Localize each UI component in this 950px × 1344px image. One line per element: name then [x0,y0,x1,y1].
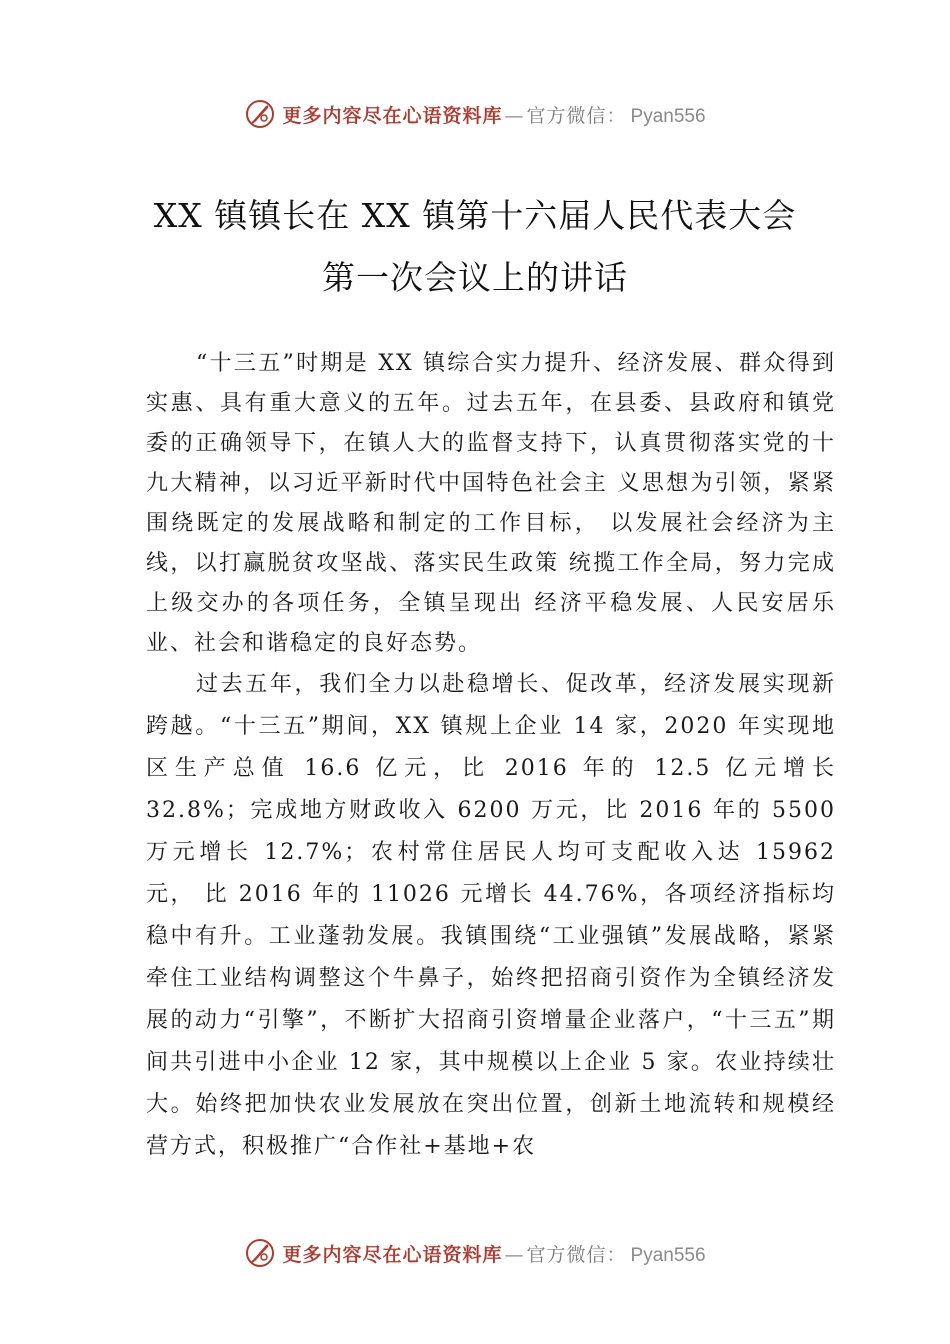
banner-slogan: 更多内容尽在心语资料库 [282,104,503,127]
banner-colon: ： [606,104,627,127]
banner-wechat-handle: Pyan556 [630,1244,706,1266]
banner-wechat-label: 官方微信 [526,104,607,127]
quill-logo-icon [244,98,276,130]
footer-banner [0,1233,950,1273]
header-banner [0,94,950,134]
banner-colon: ： [606,1243,627,1266]
banner-slogan: 更多内容尽在心语资料库 [282,1243,503,1266]
footer-banner-text [282,1240,705,1267]
banner-separator: — [504,1243,525,1266]
banner-wechat-handle: Pyan556 [630,105,706,127]
banner-wechat-label: 官方微信 [526,1243,607,1266]
document-title-line-2: 第一次会议上的讲话 [322,258,628,297]
paragraph-1: “十三五”时期是 XX 镇综合实力提升、经济发展、群众得到实惠、具有重大意义的五年。过去五年，在县委、县政府和镇党委的正确领导下，在镇人大的监督支持下，认真贯彻落实党的十九大精神，以习近平新时代中国特色社会主 义思想为引领，紧紧围绕既定的发展战略和制定的工作目标， 以发展社会经济为主线，以打赢脱贫攻坚战、落实民生政策 统揽工作全局，努力完成上级交办的各项任务，全镇呈现出 经济平稳发展、人民安居乐业、社会和谐稳定的良好态势。 [146,351,836,656]
banner-separator: — [504,104,525,127]
quill-logo-icon [244,1237,276,1269]
document-title-line-1: XX 镇镇长在 XX 镇第十六届人民代表大会 [153,196,797,235]
paragraph-2: 过去五年，我们全力以赴稳增长、促改革，经济发展实现新跨越。“十三五”期间，XX 镇规上企业 14 家，2020 年实现地区生产总值 16.6 亿元，比 2016 年的 12.5 亿元增长 32.8%；完成地方财政收入 6200 万元，比 2016 年的 5500 万元增长 12.7%；农村常住居民人均可支配收入达 15962 元， 比 2016 年的 11026 元增长 44.76%，各项经济指标均稳中有升。工业蓬勃发展。我镇围绕“工业强镇”发展战略，紧紧牵住工业结构调整这个牛鼻子，始终把招商引资作为全镇经济发展的动力“引擎”，不断扩大招商引资增量企业落户，“十三五”期间共引进中小企业 12 家，其中规模以上企业 5 家。农业持续壮大。始终把加快农业发展放在突出位置，创新土地流转和规模经营方式，积极推广“合作社+基地+农 [146,672,836,1159]
document-body [146,344,836,1168]
header-banner-text [282,101,705,128]
